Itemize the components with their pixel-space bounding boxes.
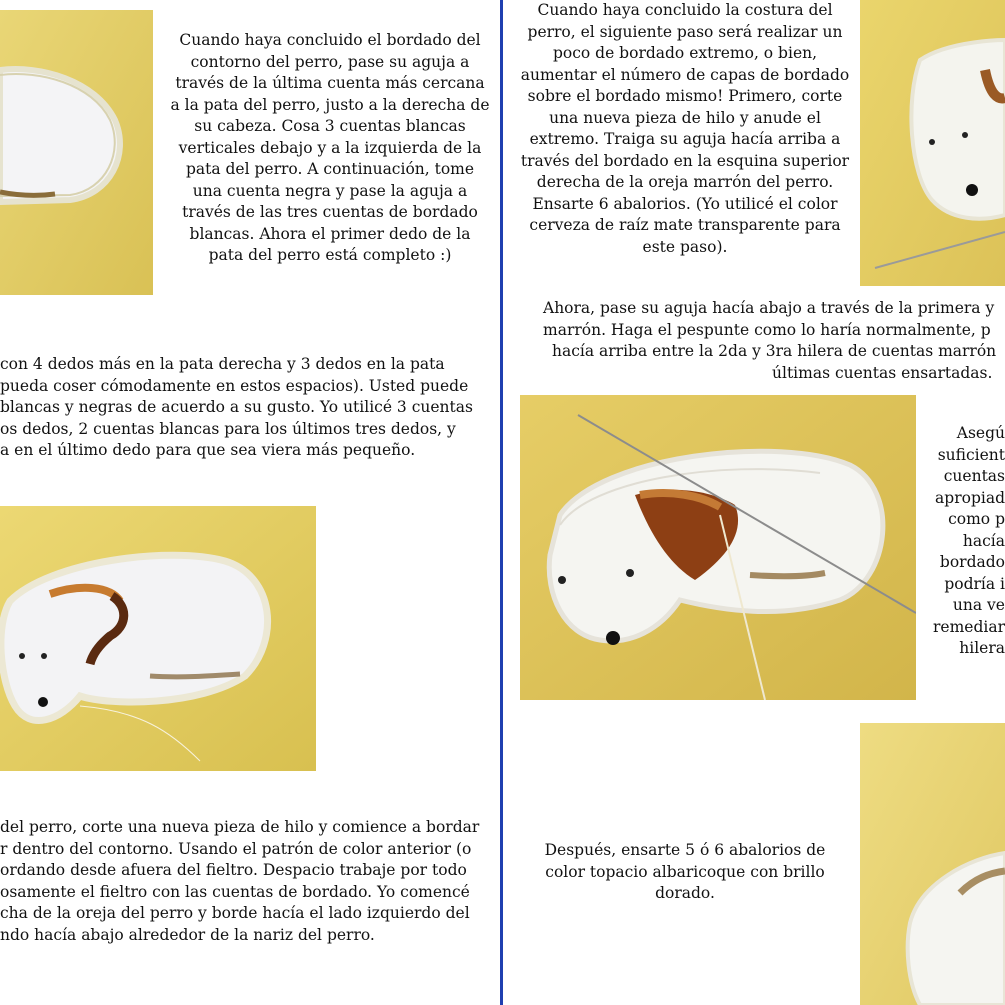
right-paragraph-1: Cuando haya concluido la costura del perro, el siguiente paso será realizar un poco de bordado extremo, o bien, aumentar el número de capas de bordado sobre el bordado mismo! Primero, corte una nueva pieza de hilo y anude el extremo. Traiga su aguja hacía arriba a través del bordado en la esquina superior derecha de la oreja marrón del perro. Ensarte 6 abalorios. (Yo utilicé el color cerveza de raíz mate transparente para este paso).	[520, 1, 850, 256]
right-p3-line: bordado	[939, 553, 1005, 571]
left-paragraph-3	[0, 817, 495, 946]
right-p3-line: suficient	[937, 445, 1005, 464]
photo-dog-bottom	[860, 723, 1005, 1005]
right-p3-line: hilera	[959, 639, 1005, 657]
photo-dog-ear-paw	[0, 506, 316, 771]
right-p2-line: últimas cuentas ensartadas.	[772, 363, 993, 382]
left-paragraph-1: Cuando haya concluido el bordado del contorno del perro, pase su aguja a través de la última cuenta más cercana a la pata del perro, justo a la derecha de su cabeza. Cosa 3 cuentas blancas verticales debajo y a la izquierda de la pata del perro. A continuación, tome una cuenta negra y pase la aguja a través de las tres cuentas de bordado blancas. Ahora el primer dedo de la pata del perro está completo :)	[170, 31, 490, 264]
right-p3-line: podría i	[944, 574, 1005, 593]
right-p3-line: como p	[948, 510, 1005, 528]
left-paragraph-2	[0, 354, 495, 462]
left-p2-line: con 4 dedos más en la pata derecha y 3 dedos en la pata	[0, 355, 445, 373]
left-p3-line: del perro, corte una nueva pieza de hilo y comience a bordar	[0, 818, 480, 836]
left-p2-line: pueda coser cómodamente en estos espacios). Usted puede	[0, 376, 469, 395]
photo-outline-dog	[0, 10, 153, 295]
right-p3-line: una ve	[952, 596, 1005, 614]
right-p2-line: Ahora, pase su aguja hacía abajo a través de la primera y	[543, 299, 995, 317]
right-p3-line: remediar	[933, 617, 1005, 636]
right-p3-line: cuentas	[943, 467, 1005, 485]
left-p3-line: ordando desde afuera del fieltro. Despacio trabaje por todo	[0, 861, 467, 879]
right-p3-line: apropiad	[935, 488, 1005, 507]
right-paragraph-2	[505, 298, 1005, 384]
left-p2-line: os dedos, 2 cuentas blancas para los últimos tres dedos, y	[0, 419, 456, 438]
left-p3-line: ndo hacía abajo alrededor de la nariz del perro.	[0, 925, 375, 944]
left-p3-line: cha de la oreja del perro y borde hacía el lado izquierdo del	[0, 904, 470, 922]
photo-dog-extreme-beading	[520, 395, 916, 700]
left-p3-line: r dentro del contorno. Usando el patrón de color anterior (o	[0, 839, 472, 858]
right-p2-line: marrón. Haga el pespunte como lo haría normalmente, p	[543, 320, 991, 339]
right-p3-line: Asegú	[956, 424, 1005, 442]
right-paragraph-3	[920, 423, 1005, 660]
left-p3-line: osamente el fieltro con las cuentas de bordado. Yo comencé	[0, 882, 470, 901]
left-p2-line: a en el último dedo para que sea viera más pequeño.	[0, 441, 416, 459]
right-paragraph-4: Después, ensarte 5 ó 6 abalorios de color topacio albaricoque con brillo dorado.	[544, 841, 826, 902]
photo-dog-needle	[860, 0, 1005, 286]
page-divider	[500, 0, 503, 1005]
right-p3-line: hacía	[962, 531, 1005, 550]
right-p2-line: hacía arriba entre la 2da y 3ra hilera de cuentas marrón	[552, 342, 997, 360]
left-p2-line: blancas y negras de acuerdo a su gusto. Yo utilicé 3 cuentas	[0, 398, 473, 416]
